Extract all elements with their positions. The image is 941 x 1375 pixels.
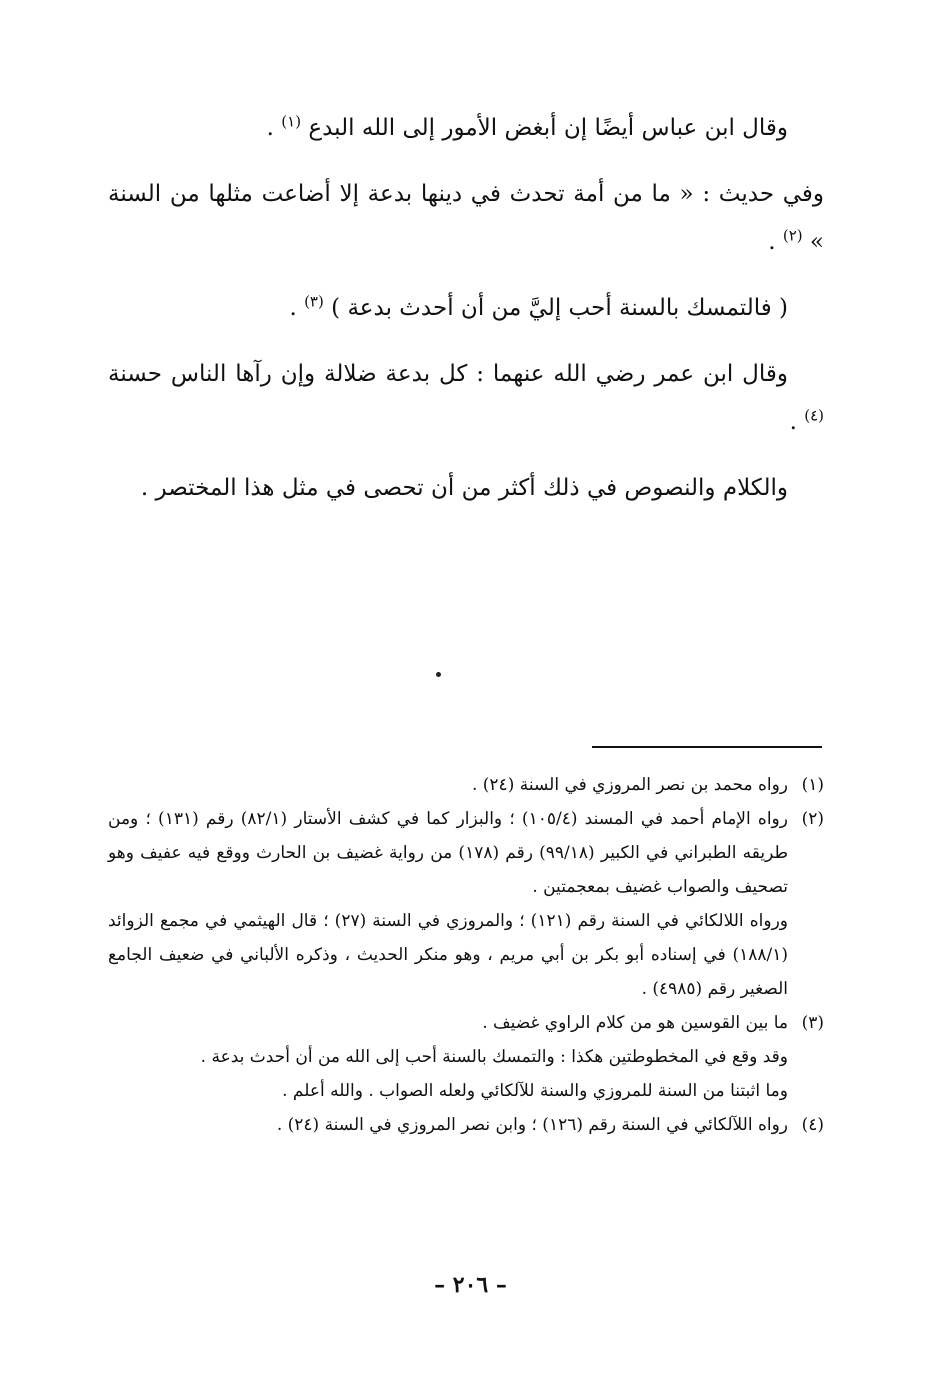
paragraph-2 <box>108 170 824 266</box>
footnote-text: ما بين القوسين هو من كلام الراوي غضيف . <box>482 1013 788 1033</box>
paragraph-text: وفي حديث : « ما من أمة تحدث في دينها بدعة إلا أضاعت مثلها من السنة » <box>108 181 824 255</box>
footnote-3-continuation <box>108 1040 824 1108</box>
footnote-number: (٣) <box>801 1013 824 1033</box>
paragraph-tail: . <box>289 295 297 321</box>
paragraph-tail: . <box>789 409 797 435</box>
footnote-text: رواه محمد بن نصر المروزي في السنة (٢٤) . <box>471 775 788 795</box>
paragraph-tail: . <box>768 229 776 255</box>
footnote-number: (٤) <box>801 1115 824 1135</box>
paragraph-text: والكلام والنصوص في ذلك أكثر من أن تحصى في مثل هذا المختصر . <box>140 475 788 501</box>
footnote-ref: (٢) <box>782 226 803 245</box>
paragraph-5 <box>108 464 824 512</box>
paragraph-text: وقال ابن عمر رضي الله عنهما : كل بدعة ضلالة وإن رآها الناس حسنة <box>108 361 788 387</box>
page-number: – ٢٠٦ – <box>434 1272 507 1298</box>
paragraph-text: ( فالتمسك بالسنة أحب إليَّ من أن أحدث بدعة ) <box>331 295 788 321</box>
footnote-number: (١) <box>801 775 824 795</box>
footnote-2 <box>108 802 824 1006</box>
footnote-number: (٢) <box>801 809 824 829</box>
footnote-separator <box>592 746 822 748</box>
footnote-text: وقد وقع في المخطوطتين هكذا : والتمسك بالسنة أحب إلى الله من أن أحدث بدعة . <box>200 1047 788 1067</box>
footnote-ref: (٣) <box>304 292 324 311</box>
footnote-1 <box>108 768 824 802</box>
main-text <box>108 104 824 530</box>
stray-dot <box>436 672 441 677</box>
paragraph-3 <box>108 284 824 332</box>
footnote-4 <box>108 1108 824 1142</box>
footnote-text: رواه اللآلكائي في السنة رقم (١٢٦) ؛ وابن نصر المروزي في السنة (٢٤) . <box>276 1115 788 1135</box>
footnote-ref: (٤) <box>804 406 824 425</box>
footnotes <box>108 768 824 1142</box>
footnote-text: ورواه اللالكائي في السنة رقم (١٢١) ؛ والمروزي في السنة (٢٧) ؛ قال الهيثمي في مجمع الزوائد (١٨٨/١) في إسناده أبو بكر بن أبي مريم ، وهو منكر الحديث ، وذكره الألباني في ضعيف الجامع الصغير رقم (٤٩٨٥) . <box>108 911 788 999</box>
footnote-ref: (١) <box>281 112 302 131</box>
footnote-3 <box>108 1006 824 1040</box>
paragraph-text: وقال ابن عباس أيضًا إن أبغض الأمور إلى الله البدع <box>308 115 788 141</box>
paragraph-tail: . <box>266 115 274 141</box>
footnote-text: وما اثبتنا من السنة للمروزي والسنة للآلكائي ولعله الصواب . والله أعلم . <box>282 1081 788 1101</box>
paragraph-1 <box>108 104 824 152</box>
footnote-text: رواه الإمام أحمد في المسند (١٠٥/٤) ؛ والبزار كما في كشف الأستار (٨٢/١) رقم (١٣١) ؛ ومن طريقه الطبراني في الكبير (٩٩/١٨) رقم (١٧٨) من رواية غضيف بن الحارث ووقع فيه عفيف وهو تصحيف والصواب غضيف بمعجمتين . <box>108 809 789 897</box>
paragraph-4 <box>108 350 824 446</box>
